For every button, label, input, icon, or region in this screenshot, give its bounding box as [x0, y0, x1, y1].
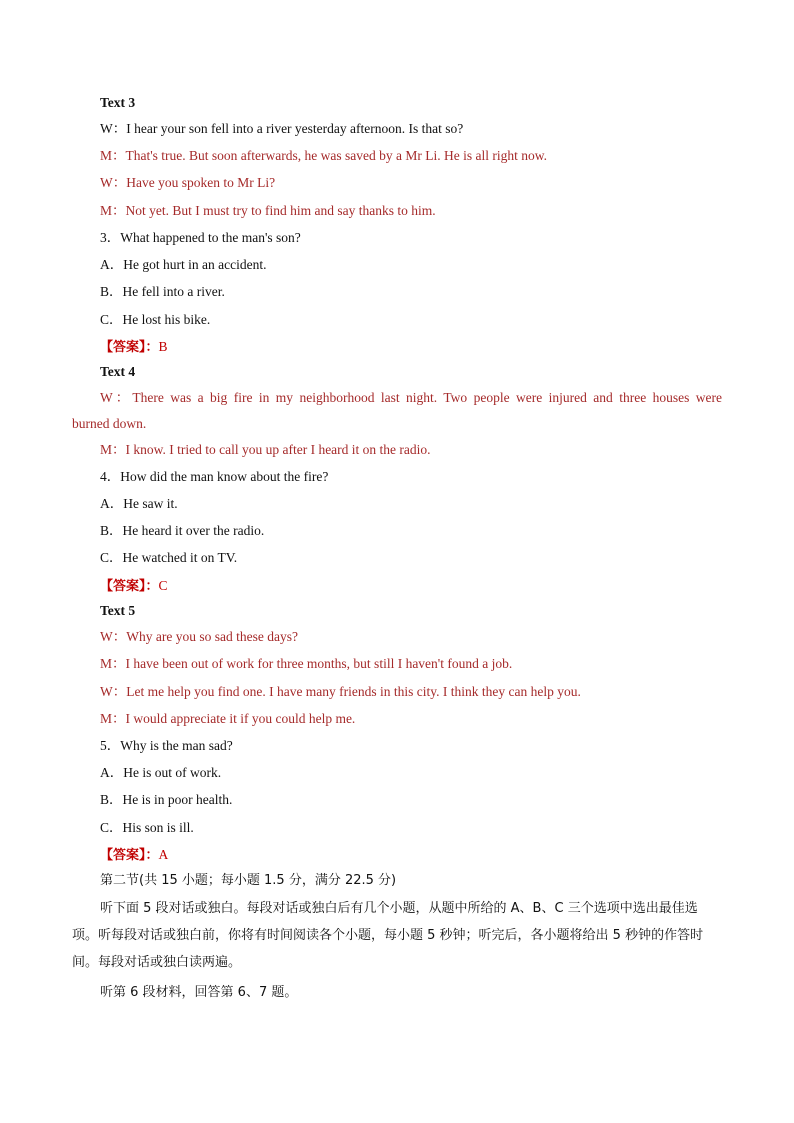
text4-option-b: B．He heard it over the radio. — [100, 523, 265, 538]
text3-dialogue-line-4: M：Not yet. But I must try to find him and say thanks to him. — [100, 203, 436, 218]
text4-option-a: A．He saw it. — [100, 496, 178, 511]
section2-title: 第二节(共 15 小题；每小题 1.5 分，满分 22.5 分) — [100, 873, 397, 888]
text3-option-c: C．He lost his bike. — [100, 312, 211, 327]
text5-dialogue-line-1: W：Why are you so sad these days? — [100, 629, 298, 644]
text3-dialogue-line-3: W：Have you spoken to Mr Li? — [100, 175, 276, 190]
text4-answer — [100, 578, 168, 595]
text5-option-b: B．He is in poor health. — [100, 792, 233, 807]
text4-heading: Text 4 — [100, 364, 136, 379]
answer-label: 【答案】： — [100, 340, 159, 355]
text3-heading: Text 3 — [100, 95, 136, 110]
text5-dialogue-line-3: W：Let me help you find one. I have many friends in this city. I think they can help you. — [100, 684, 581, 699]
text4-dialogue-line-1: W：There was a big fire in my neighborhood last night. Two people were injured and three houses were — [100, 390, 722, 405]
answer-label: 【答案】： — [100, 848, 159, 863]
text3-option-a: A．He got hurt in an accident. — [100, 257, 267, 272]
section2-instructions: 听下面 5 段对话或独白。每段对话或独白后有几个小题，从题中所给的 A、B、C 三个选项中选出最佳选项。听每段对话或独白前，你将有时间阅读各个小题，每小题 5 秒钟；听完后，各小题将给出 5 秒钟的作答时间。每段对话或独白读两遍。 — [72, 901, 704, 970]
text5-option-c: C．His son is ill. — [100, 820, 194, 835]
text4-dialogue-line-1-cont: burned down. — [72, 416, 147, 431]
text3-answer — [100, 339, 168, 356]
text3-option-b: B．He fell into a river. — [100, 284, 225, 299]
answer-value: B — [158, 339, 168, 354]
answer-label: 【答案】： — [100, 579, 159, 594]
text3-dialogue-line-1: W：I hear your son fell into a river yesterday afternoon. Is that so? — [100, 121, 464, 136]
text4-option-c: C．He watched it on TV. — [100, 550, 238, 565]
section2-next-material: 听第 6 段材料，回答第 6、7 题。 — [100, 985, 298, 1000]
text5-dialogue-line-4: M：I would appreciate it if you could help me. — [100, 711, 356, 726]
text3-question: 3．What happened to the man's son? — [100, 230, 301, 245]
text3-dialogue-line-2: M：That's true. But soon afterwards, he was saved by a Mr Li. He is all right now. — [100, 148, 547, 163]
text4-dialogue-line-2: M：I know. I tried to call you up after I heard it on the radio. — [100, 442, 431, 457]
text5-answer — [100, 847, 168, 864]
answer-value: C — [158, 578, 168, 593]
text5-heading: Text 5 — [100, 603, 136, 618]
text5-question: 5．Why is the man sad? — [100, 738, 233, 753]
answer-value: A — [158, 847, 169, 862]
text5-dialogue-line-2: M：I have been out of work for three months, but still I haven't found a job. — [100, 656, 513, 671]
text5-option-a: A．He is out of work. — [100, 765, 222, 780]
text4-question: 4．How did the man know about the fire? — [100, 469, 329, 484]
